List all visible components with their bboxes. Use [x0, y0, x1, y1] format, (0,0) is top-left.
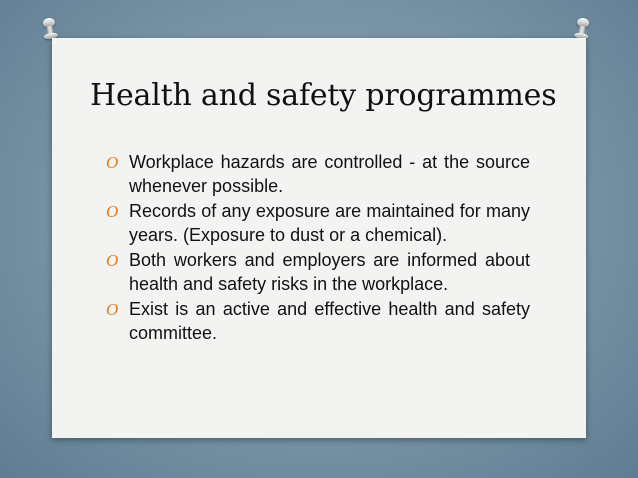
bullet-item	[106, 151, 530, 198]
bullet-text: Both workers and employers are informed about health and safety risks in the workplace.	[129, 250, 530, 294]
bullet-marker-icon: O	[106, 300, 119, 319]
bullet-marker-icon: O	[106, 251, 119, 270]
bullet-item	[106, 200, 530, 247]
slide-title: Health and safety programmes	[90, 78, 557, 113]
bullet-list	[106, 151, 530, 347]
bullet-item	[106, 249, 530, 296]
bullet-text: Workplace hazards are controlled - at the source whenever possible.	[129, 152, 530, 196]
bullet-marker-icon: O	[106, 153, 119, 172]
bullet-text: Exist is an active and effective health and safety committee.	[129, 299, 530, 343]
bullet-item	[106, 298, 530, 345]
bullet-marker-icon: O	[106, 202, 119, 221]
bullet-text: Records of any exposure are maintained for many years. (Exposure to dust or a chemical).	[129, 201, 530, 245]
